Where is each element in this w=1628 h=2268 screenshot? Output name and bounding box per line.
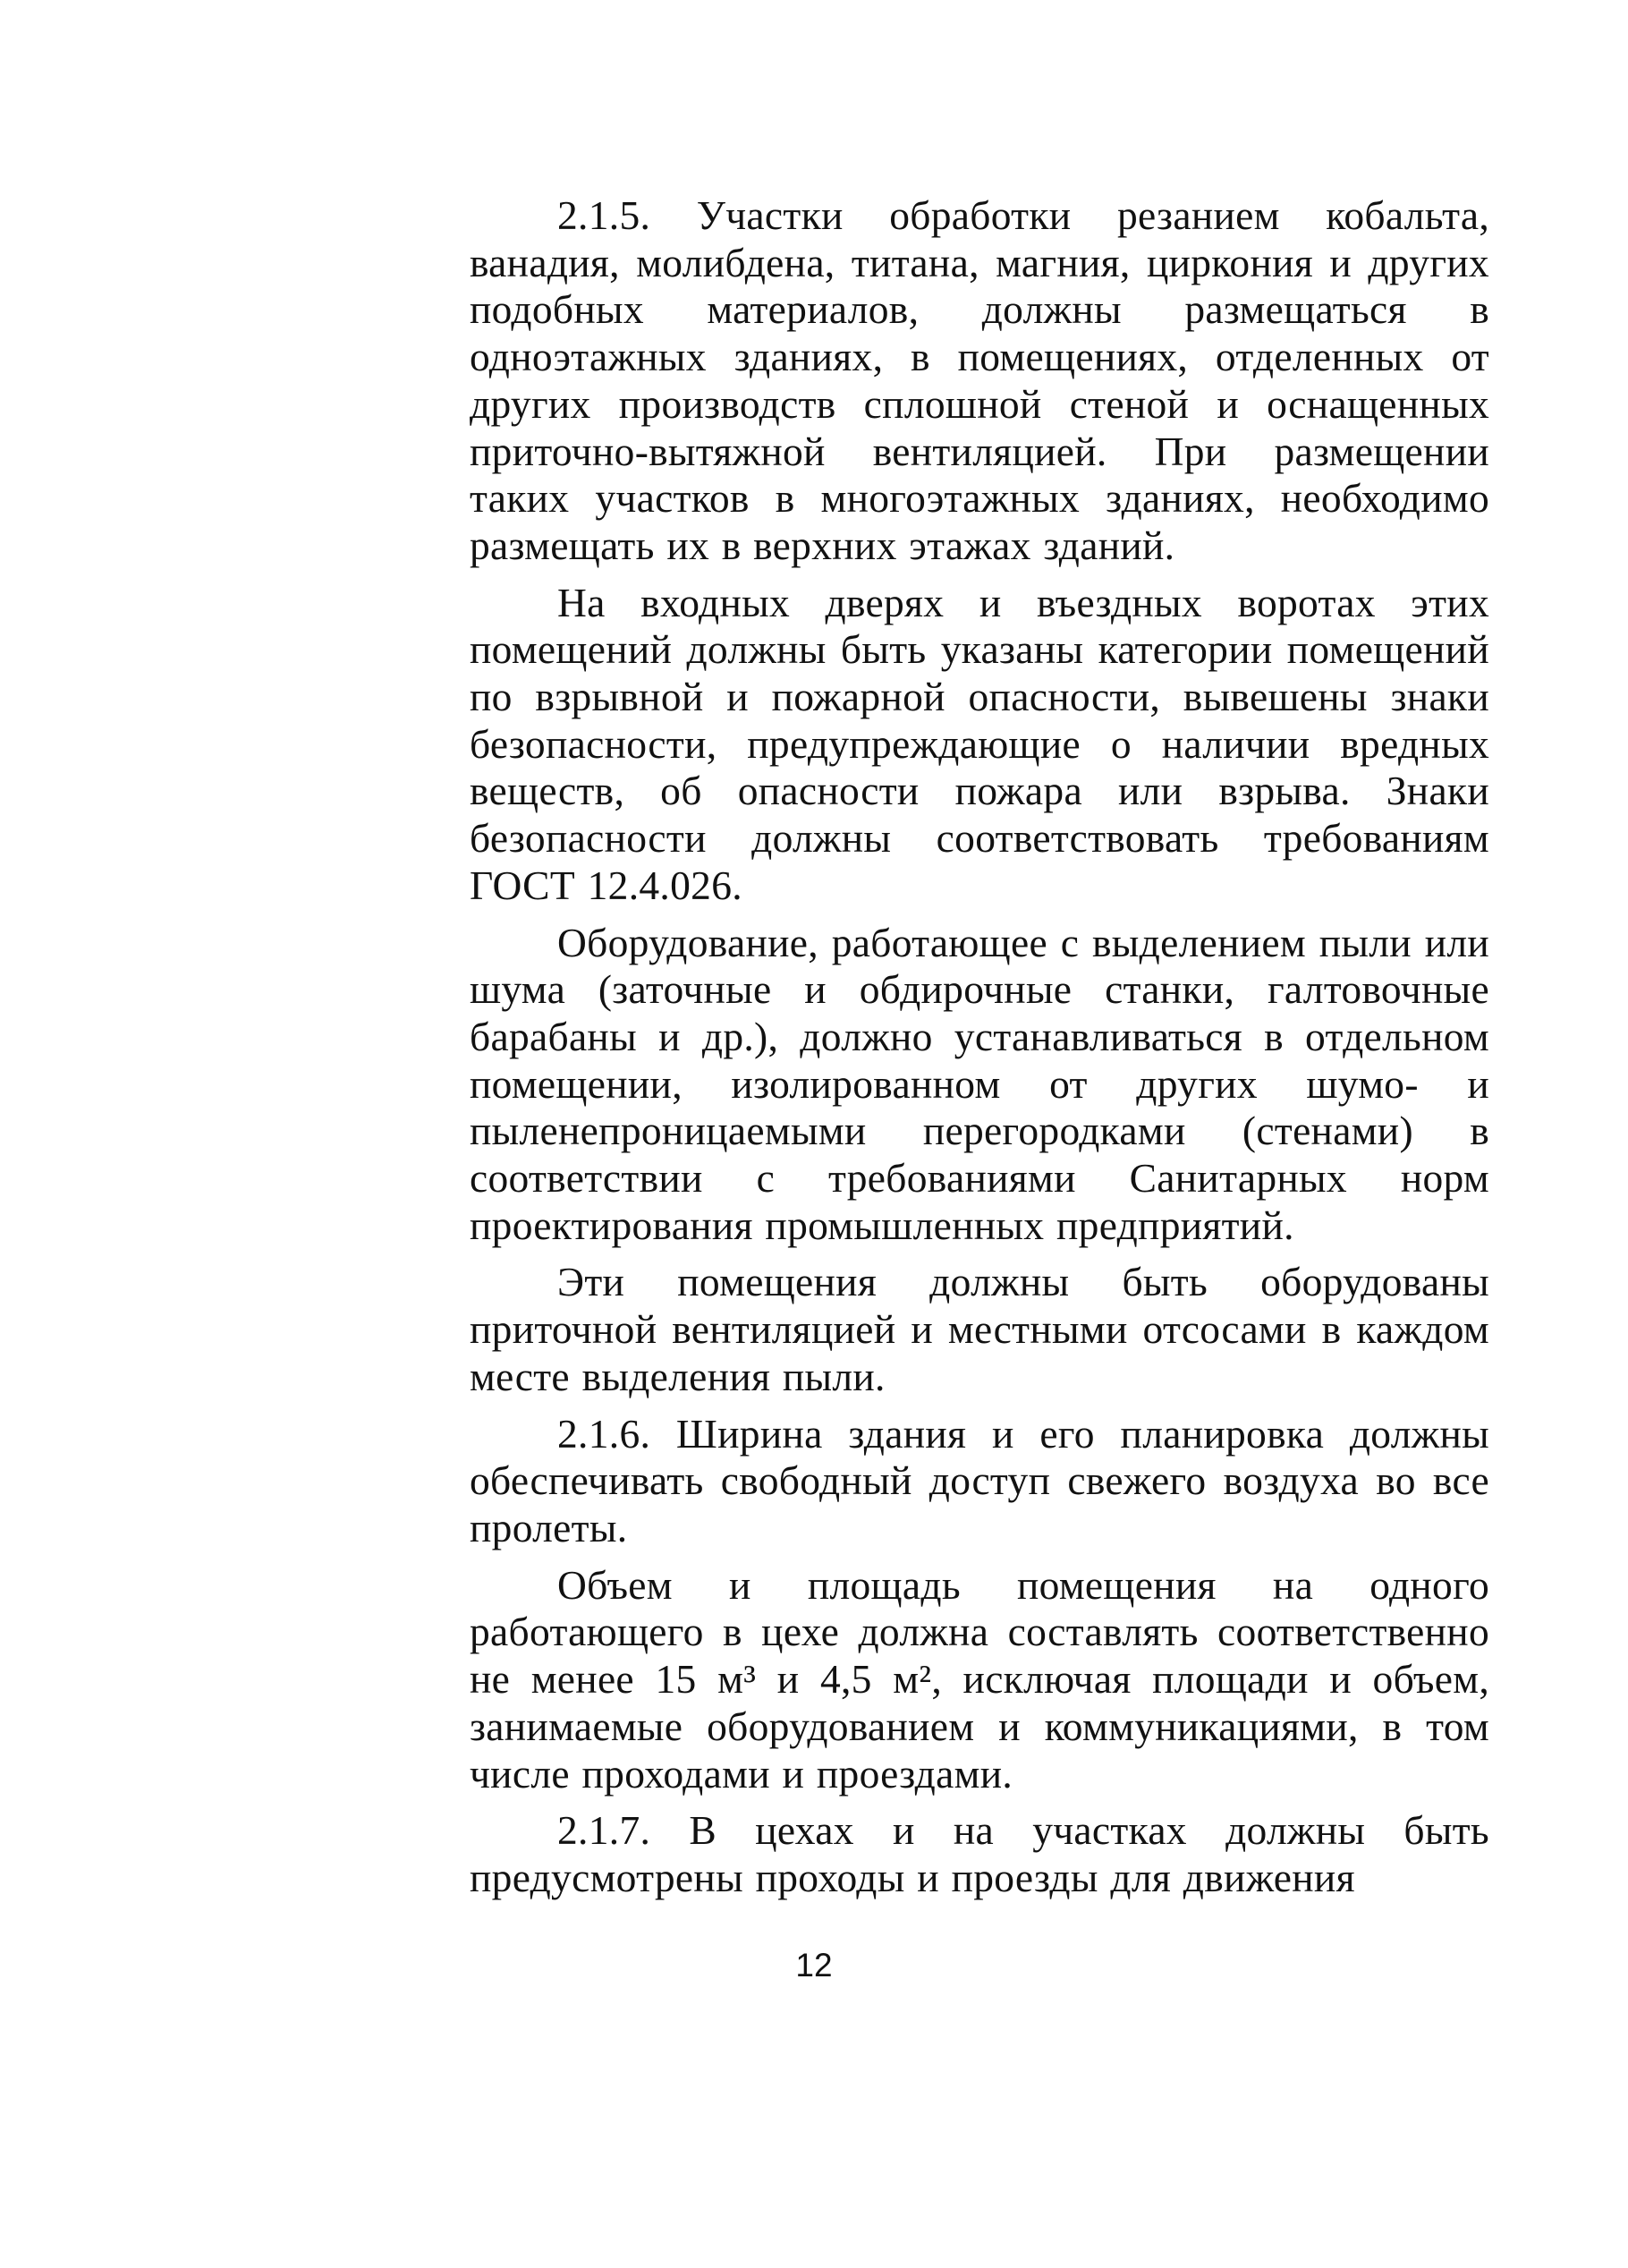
paragraph-ventilation: Эти помещения должны быть оборудованы приточной вентиляцией и местными отсосами в каждом месте выделения пыли. (470, 1259, 1489, 1399)
document-body (470, 192, 1489, 1912)
page-number: 12 (795, 1947, 833, 1983)
paragraph-volume-area: Объем и площадь помещения на одного работающего в цехе должна составлять соответственно не менее 15 м³ и 4,5 м², исключая площади и объем, занимаемые оборудованием и коммуникациями, в том числе проходами и проездами. (470, 1561, 1489, 1797)
paragraph-2-1-6: 2.1.6. Ширина здания и его планировка должны обеспечивать свободный доступ свежего воздуха во все пролеты. (470, 1410, 1489, 1550)
paragraph-dust-noise-equipment: Оборудование, работающее с выделением пыли или шума (заточные и обдирочные станки, галтовочные барабаны и др.), должно устанавливаться в отдельном помещении, изолированном от других шумо- и пыленепроницаемыми перегородками (стенами) в соответствии с требованиями Санитарных норм проектирования промышленных предприятий. (470, 919, 1489, 1248)
paragraph-entrance-signage: На входных дверях и въездных воротах этих помещений должны быть указаны категории помещений по взрывной и пожарной опасности, вывешены знаки безопасности, предупреждающие о наличии вредных веществ, об опасности пожара или взрыва. Знаки безопасности должны соответствовать требованиям ГОСТ 12.4.026. (470, 579, 1489, 908)
paragraph-2-1-7: 2.1.7. В цехах и на участках должны быть предусмотрены проходы и проезды для движения (470, 1807, 1489, 1900)
paragraph-2-1-5: 2.1.5. Участки обработки резанием кобальта, ванадия, молибдена, титана, магния, циркония и других подобных материалов, должны размещаться в одноэтажных зданиях, в помещениях, отделенных от других производств сплошной стеной и оснащенных приточно-вытяжной вентиляцией. При размещении таких участков в многоэтажных зданиях, необходимо размещать их в верхних этажах зданий. (470, 192, 1489, 568)
